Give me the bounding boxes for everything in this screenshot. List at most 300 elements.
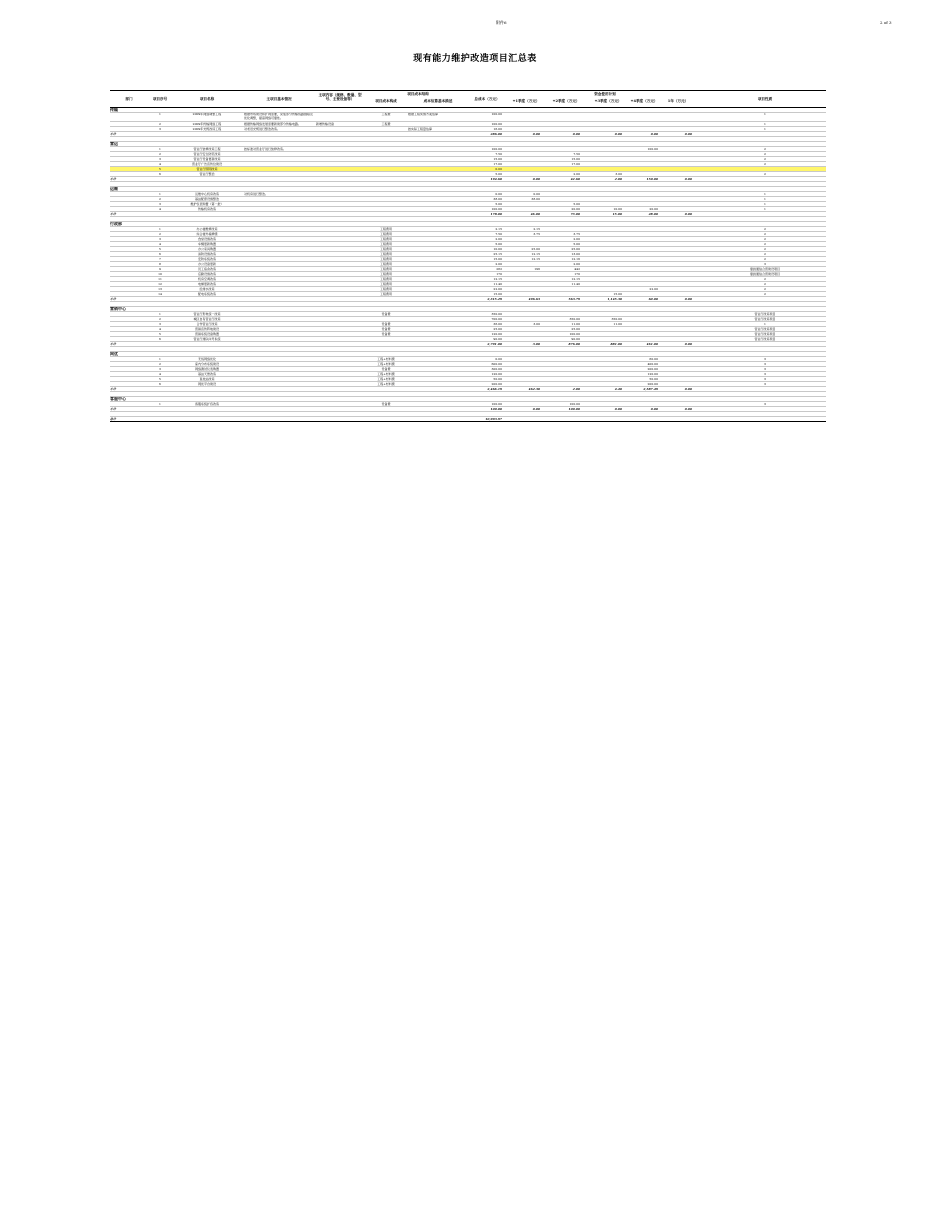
cell-total: 17.00 — [493, 162, 502, 166]
cell-index: 6 — [159, 252, 161, 256]
header-y2: +2季度（万元） — [552, 99, 580, 103]
cell-name: 合作营业厅改造 — [196, 322, 218, 326]
cell-total: 200.00 — [491, 382, 502, 386]
cell-q3: 4.40 — [614, 387, 622, 391]
cell-total: 0.00 — [495, 357, 502, 361]
cell-total: 2.15 — [495, 227, 502, 231]
cell-q2: 0.00 — [572, 132, 580, 136]
cell-note: 2 — [764, 237, 766, 241]
cell-total: 350.00 — [491, 312, 502, 316]
table-row — [110, 113, 826, 122]
cell-q2: 13.00 — [571, 252, 580, 256]
cell-name: 消防设施改造 — [197, 252, 216, 256]
cell-note: 3 — [764, 377, 766, 381]
cell-index: 2 — [159, 122, 161, 126]
cell-q4: 50.00 — [649, 377, 658, 381]
header-desc: 主项目基本情况 — [266, 97, 292, 101]
cell-year: 0.00 — [684, 212, 692, 216]
cell-index: 1 — [159, 357, 161, 361]
cell-q1: 496.63 — [528, 297, 540, 301]
cell-total: 11.40 — [493, 282, 502, 286]
cell-note: 营业厅改造项目 — [754, 332, 776, 336]
page-label-left: 附件6 — [496, 20, 507, 25]
cell-index: 3 — [159, 157, 161, 161]
cell-cost-type: 工程费用 — [379, 267, 392, 271]
cell-index: 14 — [158, 292, 162, 296]
cell-name: 办公家具购置 — [197, 247, 216, 251]
cell-year: 0.00 — [684, 387, 692, 391]
cell-name: 网络测试仪表购置 — [194, 367, 219, 371]
cell-note: 2 — [764, 247, 766, 251]
cell-total: 7.50 — [495, 232, 502, 236]
cell-q2: 100.00 — [569, 332, 580, 336]
cell-name: 给排水改造 — [199, 287, 215, 291]
cell-q3: 15.00 — [613, 292, 622, 296]
cell-q4: 22.00 — [649, 287, 658, 291]
cell-q1: 0.00 — [532, 132, 540, 136]
cell-q2: 5.00 — [573, 242, 580, 246]
cell-note: 3 — [764, 357, 766, 361]
cell-note: 3 — [764, 362, 766, 366]
cell-q4: 2,587.49 — [643, 387, 658, 391]
cell-index: 8 — [159, 262, 161, 266]
cell-content: 新增传输设备 — [316, 122, 335, 126]
cell-name: 直放站改造 — [199, 377, 215, 381]
table-body — [110, 108, 826, 422]
cell-q1: 196 — [534, 267, 540, 271]
cell-total: 2.00 — [495, 237, 502, 241]
cell-q2: 20.00 — [571, 207, 580, 211]
cell-note: 2 — [764, 257, 766, 261]
cell-total: 100.00 — [491, 207, 502, 211]
cell-q4: 120.00 — [647, 372, 658, 376]
cell-cost-type: 设备费 — [381, 402, 391, 406]
cell-year: 0.00 — [684, 297, 692, 301]
cell-note: 营业厅改造项目 — [754, 327, 776, 331]
cell-index: 2 — [159, 232, 161, 236]
cell-note: 2 — [764, 227, 766, 231]
cell-name: 办公设备更新 — [197, 262, 216, 266]
cell-name: 传输机房改造 — [197, 207, 216, 211]
cell-index: 5 — [159, 247, 161, 251]
cell-name: 营业厅排队叫号系统 — [193, 337, 221, 341]
cell-q4: 0.00 — [650, 132, 658, 136]
cell-index: 2 — [159, 362, 161, 366]
cell-index: 5 — [159, 377, 161, 381]
cell-q4: 60.00 — [648, 297, 658, 301]
cell-q2: 2.00 — [573, 237, 580, 241]
cell-total: 0.00 — [495, 192, 502, 196]
cell-total: 600.00 — [491, 362, 502, 366]
header-dept: 部门 — [125, 97, 133, 101]
cell-name: 维护仪表购置（第一批） — [190, 202, 224, 206]
cell-name: 办公楼维修改造 — [196, 227, 218, 231]
cell-total: 194.60 — [490, 177, 502, 181]
header-cost: 项目成本构成 — [375, 99, 397, 103]
cell-note: 2 — [764, 277, 766, 281]
cell-cost-type: 工程费用 — [379, 262, 392, 266]
cell-note: 3 — [764, 372, 766, 376]
cell-note: 3 — [764, 382, 766, 386]
cell-total: 5.00 — [495, 172, 502, 176]
cell-q1: 12.15 — [531, 252, 540, 256]
dept-label: 营销中心 — [110, 307, 126, 311]
cell-total: 300.00 — [491, 367, 502, 371]
cell-cost-type: 工程费用 — [379, 282, 392, 286]
cell-index: 9 — [159, 267, 161, 271]
cell-note: 营业厅改造项目 — [754, 337, 776, 341]
cell-note: 1 — [764, 127, 766, 131]
cell-note: 营业厅改造项目 — [754, 317, 776, 321]
header-basis-group: 项目成本结构 — [407, 92, 429, 96]
cell-note: 2 — [764, 287, 766, 291]
cell-description: 按标准对营业厅进行装修改造。 — [244, 147, 287, 151]
dept-label: 营运 — [110, 142, 118, 146]
cell-q2: 5.00 — [573, 202, 580, 206]
cell-total: 15.00 — [493, 292, 502, 296]
cell-cost-type: 工程+材料费 — [377, 377, 395, 381]
cell-name: 营业厅广告宣传位建设 — [191, 162, 222, 166]
cell-index: 4 — [159, 242, 161, 246]
cell-q2: 12.16 — [571, 257, 580, 261]
cell-q1: 12.15 — [531, 257, 540, 261]
cell-total: 2.00 — [495, 262, 502, 266]
cell-name: 食堂设施改造 — [197, 237, 216, 241]
cell-q4: 20.00 — [649, 207, 658, 211]
cell-name: 2009年光缆改造工程 — [192, 127, 222, 131]
cell-index: 1 — [159, 312, 161, 316]
cell-cost-type: 工程费用 — [379, 277, 392, 281]
cell-index: 1 — [159, 113, 161, 116]
cell-total: 2,791.00 — [487, 342, 502, 346]
cell-note: 3 — [764, 367, 766, 371]
subtotal-label: 小计 — [110, 177, 117, 181]
cell-total: 7.50 — [495, 152, 502, 156]
cell-note: 2 — [764, 252, 766, 256]
cell-q2: 350.00 — [569, 317, 580, 321]
cell-note: 1 — [764, 197, 766, 201]
cell-index: 3 — [159, 127, 161, 131]
cell-q1: 462.30 — [528, 387, 540, 391]
cell-index: 1 — [159, 402, 161, 406]
cell-cost-type: 工程费用 — [379, 252, 392, 256]
cell-q1: 25.00 — [531, 247, 540, 251]
cell-q4: 200.00 — [647, 382, 658, 386]
cell-name: 后勤设施改造 — [197, 272, 216, 276]
header-y3: +3季度（万元） — [594, 99, 622, 103]
cell-q2: 170 — [574, 272, 580, 276]
cell-name: 营业厅照明改造 — [196, 167, 218, 171]
cell-basis: 根据工程实施方案估算 — [408, 113, 439, 116]
cell-total: 5.00 — [495, 242, 502, 246]
cell-q1: 0.00 — [533, 192, 540, 196]
cell-q3: 1,145.30 — [607, 297, 622, 301]
cell-note: 2 — [764, 152, 766, 156]
cell-q3: 3.00 — [615, 172, 622, 176]
cell-q2: 25.00 — [571, 247, 580, 251]
table-header — [110, 90, 826, 108]
subtotal-label: 小计 — [110, 342, 117, 346]
cell-index: 1 — [159, 147, 161, 151]
cell-description: 根据传输网络发展需要新建部分传输电路。 — [244, 122, 302, 126]
cell-q4: 60.00 — [649, 357, 658, 361]
cell-year: 0.00 — [684, 132, 692, 136]
cell-name: 室内分布系统建设 — [194, 362, 219, 366]
header-plan-group: 资金使用计划 — [594, 92, 616, 96]
cell-total: 50.00 — [493, 377, 502, 381]
cell-q3: 10.00 — [613, 207, 622, 211]
cell-q1: 0.00 — [532, 177, 540, 181]
cell-total: 15.00 — [493, 257, 502, 261]
cell-index: 3 — [159, 367, 161, 371]
cell-q3: 11.00 — [613, 322, 622, 326]
cell-total: 22.00 — [493, 287, 502, 291]
cell-total: 120.00 — [491, 372, 502, 376]
cell-cost-type: 工程+材料费 — [377, 372, 395, 376]
cell-q4: 200.00 — [647, 367, 658, 371]
cell-cost-type: 设备费 — [381, 312, 391, 316]
cell-name: 基站天馈改造 — [197, 372, 216, 376]
cell-name: 城区自有营业厅改造 — [193, 317, 221, 321]
cell-cost-type: 工程费用 — [379, 242, 392, 246]
subtotal-label: 小计 — [110, 132, 117, 136]
cell-q2: 15.00 — [571, 157, 580, 161]
cell-index: 1 — [159, 227, 161, 231]
cell-q1: 3.75 — [533, 232, 540, 236]
cell-cost-type: 设备费 — [381, 327, 391, 331]
cell-index: 6 — [159, 382, 161, 386]
cell-q2: 2.00 — [573, 172, 580, 176]
cell-name: 基站配套设施整治 — [194, 197, 219, 201]
cell-total: 282 — [496, 267, 502, 271]
cell-year: 0.00 — [684, 342, 692, 346]
cell-total: 2,466.19 — [487, 387, 502, 391]
cell-note: 靠拢通信合营建设项目 — [749, 267, 780, 271]
cell-index: 3 — [159, 237, 161, 241]
cell-index: 6 — [159, 172, 161, 176]
header-y5: 1年（万元） — [667, 99, 689, 103]
cell-cost-type: 工程费用 — [379, 232, 392, 236]
cell-total: 16.00 — [493, 127, 502, 131]
cell-description: 对机房进行整治。 — [244, 192, 269, 196]
cell-q2: 25.00 — [571, 327, 580, 331]
cell-name: 2009年传输网络工程 — [192, 122, 222, 126]
cell-q2: 12.15 — [571, 277, 580, 281]
cell-index: 4 — [159, 207, 161, 211]
cell-name: 营销宣传阵地建设 — [194, 327, 219, 331]
cell-total: 10.00 — [493, 247, 502, 251]
cell-q1: 46.00 — [530, 212, 540, 216]
header-idx: 项目序号 — [152, 97, 168, 101]
cell-note: 2 — [764, 282, 766, 286]
cell-total: 2,315.29 — [487, 297, 502, 301]
dept-label: 运维 — [110, 187, 118, 191]
cell-index: 12 — [158, 282, 162, 286]
cell-name: 2009年网络调整工程 — [192, 113, 222, 116]
cell-q2: 2.00 — [572, 387, 580, 391]
header-y4: +4季度（万元） — [630, 99, 658, 103]
header-basis: 成本估算基本描述 — [423, 99, 453, 103]
cell-total: 100.00 — [491, 113, 502, 116]
cell-index: 10 — [158, 272, 162, 276]
cell-total: 0.00 — [495, 167, 502, 171]
cell-note: 1 — [764, 113, 766, 116]
cell-total: 25.00 — [493, 327, 502, 331]
cell-q2: 2.00 — [573, 262, 580, 266]
cell-index: 6 — [159, 337, 161, 341]
summary-table — [110, 90, 826, 422]
cell-q4: 400.00 — [647, 362, 658, 366]
cell-total: 12.15 — [493, 277, 502, 281]
cell-total: 286.00 — [490, 132, 502, 136]
cell-cost-type: 工程+材料费 — [377, 357, 395, 361]
subtotal-label: 小计 — [110, 212, 117, 216]
cell-total: 38.00 — [493, 197, 502, 201]
cell-index: 11 — [158, 277, 162, 281]
cell-total: 170 — [496, 272, 502, 276]
cell-note: 2 — [764, 232, 766, 236]
cell-total: 10,993.97 — [485, 417, 502, 421]
cell-q2: 442 — [574, 267, 580, 271]
cell-q4: 150.00 — [646, 177, 658, 181]
cell-note: 2 — [764, 157, 766, 161]
cell-q2: 3.75 — [573, 232, 580, 236]
cell-note: 靠拢通信合营建设项目 — [749, 272, 780, 276]
cell-q2: 876.00 — [568, 342, 580, 346]
cell-q2: 563.79 — [568, 297, 580, 301]
cell-q3: 0.00 — [614, 132, 622, 136]
cell-total: 120.00 — [491, 332, 502, 336]
cell-total: 100.00 — [491, 402, 502, 406]
cell-name: 营业厅整治 — [199, 172, 215, 176]
cell-q2: 11.00 — [571, 322, 580, 326]
cell-note: 1 — [764, 122, 766, 126]
cell-name: 员工宿舍改造 — [197, 267, 216, 271]
cell-q2: 90.00 — [571, 337, 580, 341]
cell-name: 营业厅装修改造工程 — [193, 147, 221, 151]
cell-year: 0.00 — [684, 177, 692, 181]
cell-name: 营业厅安全防范改造 — [193, 152, 221, 156]
cell-index: 4 — [159, 162, 161, 166]
cell-note: 营业厅改造项目 — [754, 312, 776, 316]
cell-cost-type: 工程费 — [381, 113, 391, 116]
cell-cost-type: 工程费用 — [379, 287, 392, 291]
cell-cost-type: 设备费 — [381, 322, 391, 326]
cell-total: 5.00 — [495, 202, 502, 206]
cell-q3: 15.00 — [612, 212, 622, 216]
subtotal-label: 小计 — [110, 297, 117, 301]
cell-cost-type: 设备费 — [381, 367, 391, 371]
cell-name: 综合楼外墙修缮 — [196, 232, 218, 236]
cell-q2: 100.00 — [569, 402, 580, 406]
cell-q1: 2.15 — [533, 227, 540, 231]
grand-total-label: 总计 — [110, 417, 117, 421]
cell-cost-type: 工程费用 — [379, 292, 392, 296]
cell-total: 700.00 — [491, 317, 502, 321]
cell-index: 7 — [159, 257, 161, 261]
cell-cost-type: 工程费用 — [379, 237, 392, 241]
cell-note: 3 — [764, 262, 766, 266]
cell-note: 2 — [764, 172, 766, 176]
cell-total: 15.00 — [493, 157, 502, 161]
cell-index: 5 — [159, 167, 161, 171]
cell-note: 1 — [764, 322, 766, 326]
page-number: 2 of 3 — [880, 20, 892, 25]
cell-name: 安防系统改造 — [197, 257, 216, 261]
cell-note: 2 — [764, 242, 766, 246]
cell-note: 1 — [764, 202, 766, 206]
cell-index: 2 — [159, 152, 161, 156]
cell-q4: 28.00 — [648, 212, 658, 216]
dept-label: 传输 — [110, 108, 118, 112]
cell-note: 2 — [764, 292, 766, 296]
cell-index: 2 — [159, 197, 161, 201]
cell-q3: 881.00 — [610, 342, 622, 346]
cell-note: 3 — [764, 402, 766, 406]
cell-note: 1 — [764, 192, 766, 196]
dept-label: 客服中心 — [110, 397, 126, 401]
cell-basis: 按实际工程量估算 — [408, 127, 433, 131]
cell-cost-type: 工程费用 — [379, 247, 392, 251]
cell-cost-type: 工程+材料费 — [377, 382, 395, 386]
cell-total: 90.00 — [493, 337, 502, 341]
cell-description: 对老旧光缆进行整治改造。 — [244, 127, 281, 131]
cell-cost-type: 工程费用 — [379, 272, 392, 276]
cell-cost-type: 工程+材料费 — [377, 362, 395, 366]
dept-label: 网优 — [110, 352, 118, 356]
cell-name: 无线网络优化 — [197, 357, 216, 361]
cell-total: 100.00 — [490, 407, 502, 411]
cell-index: 1 — [159, 192, 161, 196]
cell-cost-type: 工程费 — [381, 122, 391, 126]
header-note: 项目性质 — [757, 97, 773, 101]
cell-total: 100.00 — [491, 147, 502, 151]
cell-name: 客服系统扩容改造 — [194, 402, 219, 406]
dept-label: 行政部 — [110, 222, 122, 226]
cell-q2: 42.60 — [570, 177, 580, 181]
page-title: 现有能力维护改造项目汇总表 — [413, 54, 537, 64]
cell-total: 25.15 — [493, 252, 502, 256]
cell-total: 178.00 — [490, 212, 502, 216]
cell-q4: 100.00 — [647, 147, 658, 151]
cell-q3: 0.00 — [614, 407, 622, 411]
header-name: 项目名称 — [199, 97, 215, 101]
header-content: 主项内容（规格、数量、型号、主要设备等） — [318, 93, 362, 101]
cell-index: 5 — [159, 332, 161, 336]
cell-index: 13 — [158, 287, 162, 291]
cell-note: 2 — [764, 162, 766, 166]
cell-name: 机房空调改造 — [197, 277, 216, 281]
cell-index: 2 — [159, 317, 161, 321]
cell-q1: 3.00 — [533, 322, 540, 326]
cell-cost-type: 工程费用 — [379, 257, 392, 261]
cell-q2: 17.00 — [571, 162, 580, 166]
cell-description: 根据市场建设和扩网需要，完成部分传输线路割接及优化调整，提高网络可靠性。 — [244, 113, 314, 120]
subtotal-label: 小计 — [110, 387, 117, 391]
cell-note: 2 — [764, 147, 766, 151]
cell-q1: 3.00 — [532, 342, 540, 346]
cell-name: 营销系统设备购置 — [194, 332, 219, 336]
cell-q1: 0.00 — [532, 407, 540, 411]
cell-q2: 7.50 — [573, 152, 580, 156]
cell-name: 营业厅形象统一改造 — [193, 312, 221, 316]
cell-name: 电梯更新改造 — [197, 282, 216, 286]
cell-index: 4 — [159, 372, 161, 376]
cell-cost-type: 工程费用 — [379, 227, 392, 231]
cell-q3: 2.00 — [614, 177, 622, 181]
cell-q1: 38.00 — [531, 197, 540, 201]
cell-cost-type: 设备费 — [381, 332, 391, 336]
